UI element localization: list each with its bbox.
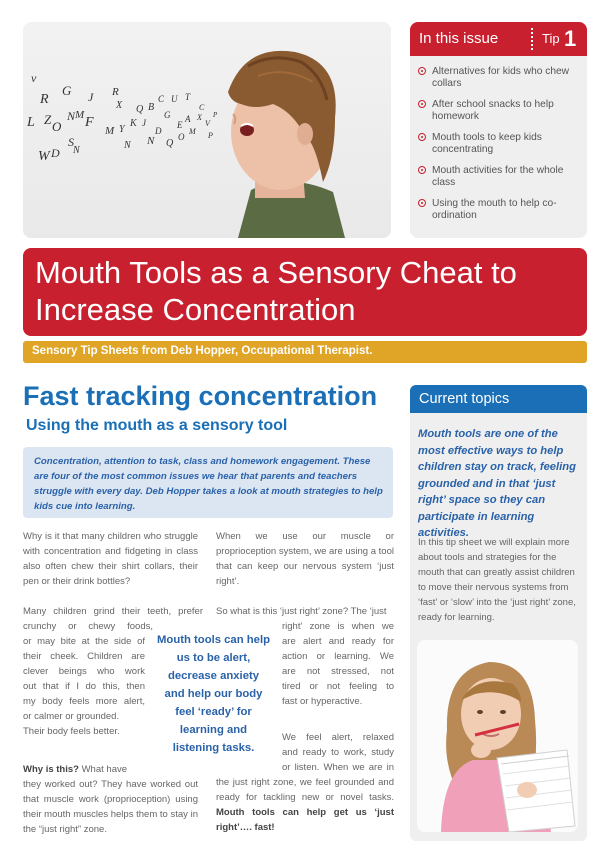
letter: D [155, 126, 162, 136]
letter: v [31, 71, 37, 85]
letter: X [116, 100, 123, 111]
letter: B [148, 102, 155, 113]
circle-bullet-icon [418, 133, 426, 141]
current-topics-body: In this tip sheet we will explain more about tools and strategies for the mouth that can greatly assist children to move their nervous systems from ‘fast’ or ‘slow’ into the ‘just right’ zone, ready for learning. [418, 537, 576, 623]
text-line: my body feels more alert, [23, 696, 145, 707]
text-line: right’ zone is when we [282, 621, 394, 632]
text-line: or listen. When we are in [282, 762, 394, 773]
boy-shouting-letters-illustration [23, 22, 391, 238]
pull-quote: Mouth tools can help us to be alert, decrease anxiety and help our body feel ‘ready’ for learning and listening tasks. [157, 634, 270, 754]
issue-item-label: Mouth tools to keep kids concentrating [432, 132, 542, 155]
letter: N [124, 140, 131, 151]
issue-item-label: After school snacks to help homework [432, 99, 554, 122]
letter: K [130, 118, 137, 129]
text-line: they worked out? They have worked out that muscle work (proprioception) using their mouth muscles helps them to stay in the “just right” zone. [23, 779, 198, 835]
text-line: What have [78, 764, 128, 775]
issue-item-label: Using the mouth to help co-ordination [432, 198, 557, 221]
letter: A [185, 114, 191, 124]
current-topics-lead: Mouth tools are one of the most effective ways to help children stay on track, feeling grounded and in that ‘just right’ space so they can participate in learning activities. [418, 428, 576, 539]
col1-paragraph-1: Why is it that many children who struggle with concentration and fidgeting in class also often chew their shirt collars, their pen or their drink bottles? [23, 531, 198, 587]
letter: P [208, 131, 213, 140]
intro-text: Concentration, attention to task, class and homework engagement. These are four of the most common issues we hear that parents and teachers struggle with every day. Deb Hopper takes a look at mouth strategies to help kids cue into learning. [34, 456, 383, 512]
tip-label: Tip [542, 31, 560, 46]
text-line: are not stressed, not [282, 666, 394, 677]
text-line: Many children grind their teeth, prefer [23, 606, 203, 617]
col1-paragraph-3 [23, 762, 198, 837]
text-line: So what is this ‘just right’ zone? The ‘just [216, 606, 387, 617]
letter: Q [166, 138, 174, 149]
circle-bullet-icon [418, 199, 426, 207]
letter: X [197, 113, 202, 122]
letter: T [185, 92, 191, 102]
letter: M [105, 125, 115, 137]
title-banner [23, 248, 587, 336]
letter: R [112, 86, 119, 98]
letter: Y [119, 124, 125, 135]
col2-paragraph-3 [216, 730, 394, 835]
col2-paragraph-2 [216, 604, 394, 709]
issue-item[interactable] [418, 165, 584, 189]
letter: N [67, 109, 76, 123]
letter: N [147, 135, 155, 147]
subtitle: Sensory Tip Sheets from Deb Hopper, Occupational Therapist. [32, 345, 373, 357]
intro-box [23, 447, 393, 518]
hero-image [23, 22, 391, 238]
letter: M [75, 109, 85, 121]
issue-item[interactable] [418, 198, 584, 222]
text-line: out that if I do this, then [23, 681, 145, 692]
article-subheading: Using the mouth as a sensory tool [26, 417, 288, 434]
letter: J [142, 118, 146, 128]
girl-photo [417, 640, 578, 832]
letter: D [51, 146, 60, 160]
issue-item[interactable] [418, 132, 584, 156]
current-topics-title: Current topics [419, 391, 510, 407]
article-heading: Fast tracking concentration [23, 381, 378, 411]
text-line: are alert and ready for [282, 636, 394, 647]
circle-bullet-icon [418, 67, 426, 75]
letter: O [52, 119, 62, 134]
in-this-issue-title: In this issue [419, 30, 499, 47]
text-line: action or learning. We [282, 651, 394, 662]
letter: N [73, 145, 80, 156]
letter: L [27, 115, 35, 130]
girl-with-notebook-illustration [417, 640, 578, 832]
text-line: and ready to work, study [282, 747, 394, 758]
letter: S [68, 135, 74, 149]
text-line: fast or hyperactive. [282, 696, 363, 707]
letter: U [171, 94, 178, 104]
issue-item-label: Mouth activities for the whole class [432, 165, 564, 188]
text-line: the just right zone, we feel grounded and ready for tackling new or novel tasks. [216, 777, 394, 803]
header-divider [531, 28, 533, 50]
text-line: or calmer or grounded. [23, 711, 120, 722]
page-title: Mouth Tools as a Sensory Cheat to Increase Concentration [35, 255, 517, 327]
in-this-issue-header [410, 22, 587, 56]
letter: R [40, 92, 49, 107]
text-line: Their body feels better. [23, 726, 120, 737]
why-is-this-label: Why is this? [23, 764, 79, 775]
text-line: their cheek. Children are [23, 651, 145, 662]
in-this-issue-panel [410, 22, 587, 238]
letter: Q [136, 104, 144, 115]
circle-bullet-icon [418, 166, 426, 174]
issue-list [418, 66, 584, 231]
text-line: or may bite at the side of [23, 636, 145, 647]
letter: Z [44, 112, 52, 127]
text-line: We feel alert, relaxed [282, 732, 394, 743]
letter: W [38, 149, 50, 164]
text-line: tired or not feeling to [282, 681, 394, 692]
text-line: clever beings who work [23, 666, 145, 677]
subtitle-bar [23, 341, 587, 363]
issue-item[interactable] [418, 66, 584, 90]
letter: G [164, 110, 171, 120]
circle-bullet-icon [418, 100, 426, 108]
issue-item-label: Alternatives for kids who chew collars [432, 66, 570, 89]
letter: V [205, 119, 210, 128]
letter: E [177, 120, 183, 130]
letter: C [199, 103, 205, 112]
col2-paragraph-1: When we use our muscle or proprioception system, we are using a tool that can keep our nervous system ‘just right’. [216, 531, 394, 587]
letter: M [189, 127, 196, 136]
current-topics-header [410, 385, 587, 413]
mouth-tools-highlight: Mouth tools can help get us ‘just right’…. fast! [216, 807, 394, 833]
letter: O [178, 132, 185, 142]
letter: F [85, 115, 94, 130]
letter: G [62, 83, 72, 98]
text-line: crunchy or chewy foods, [23, 621, 153, 632]
tip-number: 1 [564, 26, 577, 51]
letter: P [213, 111, 218, 119]
letter: J [88, 90, 94, 104]
letter: C [158, 94, 165, 104]
issue-item[interactable] [418, 99, 584, 123]
